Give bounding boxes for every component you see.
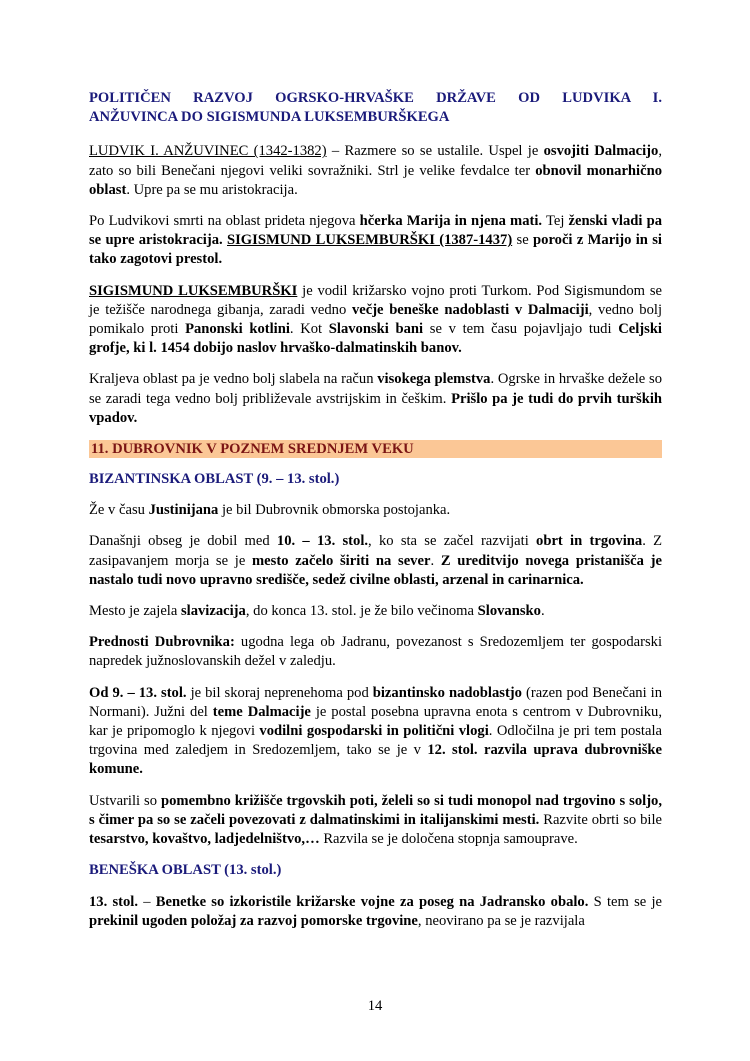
text-run: – Razmere so se ustalile. Uspel je: [326, 143, 544, 160]
text-run: Kraljeva oblast pa je vedno bolj slabela na račun: [89, 371, 378, 388]
subsection-heading: [89, 861, 662, 880]
bold-text: ženski vladi pa se upre aristokracija.: [89, 213, 663, 249]
section-heading-bar: [89, 440, 662, 458]
text-run: Že v času: [89, 502, 149, 519]
text-run: S tem se je: [588, 893, 662, 910]
bold-text: Prednosti Dubrovnika:: [89, 634, 235, 651]
bold-text: mesto začelo širiti na sever: [252, 552, 431, 569]
paragraph: [89, 501, 662, 520]
paragraphs: [89, 142, 662, 931]
bold-text: poroči z Marijo in si tako zagotovi prestol.: [89, 232, 662, 268]
bold-text: večje beneške nadoblasti v Dalmaciji: [351, 301, 589, 318]
text-run: . Kot: [289, 321, 329, 338]
text-run: .: [540, 603, 545, 620]
text-run: ugodna lega ob Jadranu, povezanost s Sredozemljem ter gospodarski napredek južnoslovanskih dežel v zaledju.: [89, 634, 663, 670]
bold-text: Panonski kotlini: [185, 321, 290, 338]
bold-text: prekinil ugoden položaj za razvoj pomorske trgovine: [89, 912, 418, 929]
paragraph: [89, 370, 662, 428]
text-run: . Ogrske in hrvaške dežele so se zaradi tega vedno bolj približevale avstrijskim in češkim.: [89, 371, 663, 407]
bold-text: Od 9. – 13. stol.: [89, 684, 187, 701]
paragraph: [89, 602, 662, 621]
text-run: Po Ludvikovi smrti na oblast prideta njegova: [89, 213, 360, 230]
text-run: –: [138, 893, 156, 910]
bold-text: Celjski grofje, ki l. 1454 dobijo naslov hrvaško-dalmatinskih banov.: [89, 321, 662, 357]
bold-text: slavizacija: [180, 603, 246, 620]
text-run: LUDVIK I. ANŽUVINEC (1342-1382): [89, 143, 327, 160]
text-run: Današnji obseg je dobil med: [89, 533, 277, 550]
subsection-heading: [89, 470, 662, 489]
bold-text: 10. – 13. stol.: [276, 533, 369, 550]
text-run: se: [512, 232, 534, 249]
text-run: Ustvarili so: [89, 792, 162, 809]
bold-text: obrt in trgovina: [536, 533, 643, 550]
text-run: je vodil križarsko vojno proti Turkom. Pod Sigismundom se je težišče narodnega gibanja, zaradi vedno: [89, 282, 662, 318]
text-run: Razvite obrti so bile: [539, 811, 662, 828]
text-run: , do konca 13. stol. je že bilo večinoma: [245, 603, 478, 620]
text-run: Mesto je zajela: [89, 603, 181, 620]
text-run: , zato so bili Benečani njegovi veliki sovražniki. Strl je velike fevdalce ter: [89, 143, 662, 179]
chapter-title-line-2: ANŽUVINCA DO SIGISMUNDA LUKSEMBURŠKEGA: [89, 109, 450, 126]
bold-text: Prišlo pa je tudi do prvih turških vpadov.: [89, 390, 662, 426]
paragraph: [89, 142, 662, 200]
paragraph: [89, 532, 662, 590]
text-run: , neovirano pa se je razvijala: [417, 912, 585, 929]
paragraph: [89, 212, 662, 270]
bold-text: bizantinsko nadoblastjo: [372, 684, 522, 701]
bold-text: vodilni gospodarski in politični vlogi: [259, 723, 489, 740]
chapter-title-line-1: POLITIČEN RAZVOJ OGRSKO-HRVAŠKE DRŽAVE OD LUDVIKA I.: [89, 90, 662, 106]
bold-text: 12. stol. razvila uprava dubrovniške komune.: [89, 742, 663, 778]
text-run: , vedno bolj pomikalo proti: [89, 301, 662, 338]
bold-text: visokega plemstva: [377, 371, 491, 388]
paragraph: [89, 792, 662, 850]
bold-text: hčerka Marija in njena mati.: [359, 213, 543, 230]
bold-text: osvojiti Dalmacijo: [543, 143, 659, 160]
bold-text: 13. stol.: [89, 893, 139, 910]
bold-text: Z ureditvijo novega pristanišča je nastalo tudi novo upravno središče, sedež civilne oblasti, arzenal in carinarnica.: [89, 552, 662, 588]
text-run: 11. DUBROVNIK V POZNEM SREDNJEM VEKU: [91, 441, 414, 458]
paragraph: [89, 893, 662, 931]
text-run: (razen pod Benečani in Normani). Južni del: [89, 684, 663, 720]
text-run: je bil Dubrovnik obmorska postojanka.: [218, 502, 451, 519]
text-run: .: [430, 552, 441, 569]
bold-text: teme Dalmacije: [212, 703, 311, 720]
bold-text: pomembno križišče trgovskih poti, želeli so si tudi monopol nad trgovino s soljo, s čimer pa so se začeli povezovati z dalmatinskimi in italijanskimi mesti.: [89, 792, 662, 828]
bold-text: Slovansko: [477, 603, 541, 620]
paragraph: [89, 282, 662, 359]
text-run: Tej: [542, 213, 569, 230]
document-body: [89, 89, 662, 943]
text-run: je bil skoraj neprenehoma pod: [186, 684, 373, 701]
paragraph: [89, 633, 662, 671]
bold-text: SIGISMUND LUKSEMBURŠKI: [89, 282, 298, 299]
text-run: je postal posebna upravna enota s centrom v Dubrovniku, kar je pripomoglo k njegovi: [89, 703, 662, 740]
bold-text: SIGISMUND LUKSEMBURŠKI (1387-1437): [227, 232, 513, 249]
bold-text: Justinijana: [148, 502, 219, 519]
text-run: se v tem času pojavljajo tudi: [423, 321, 619, 338]
bold-text: Slavonski bani: [328, 321, 424, 338]
text-run: , ko sta se začel razvijati: [368, 533, 537, 550]
bold-text: obnovil monarhično oblast: [89, 162, 662, 198]
text-run: . Upre pa se mu aristokracija.: [126, 181, 298, 198]
text-run: BIZANTINSKA OBLAST (9. – 13. stol.): [89, 471, 340, 488]
text-run: . Z zasipavanjem morja se je: [89, 533, 663, 569]
paragraph: [89, 684, 662, 780]
bold-text: Benetke so izkoristile križarske vojne za poseg na Jadransko obalo.: [155, 893, 589, 910]
text-run: BENEŠKA OBLAST (13. stol.): [89, 862, 282, 879]
text-run: Razvila se je določena stopnja samouprave.: [319, 831, 578, 848]
text-run: . Odločilna je pri tem postala trgovina med zaledjem in Sredozemljem, tako se je v: [89, 723, 662, 759]
bold-text: tesarstvo, kovaštvo, ladjedelništvo,…: [89, 831, 320, 848]
page-number: 14: [367, 998, 383, 1014]
